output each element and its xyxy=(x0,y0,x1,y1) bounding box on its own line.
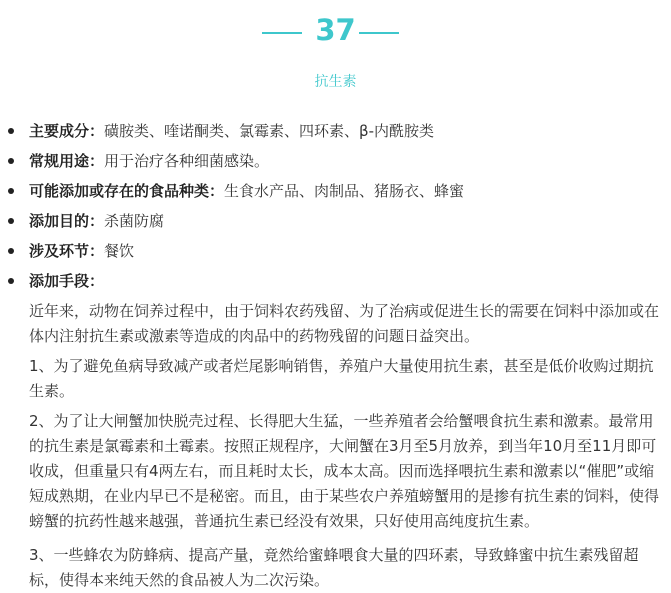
list-item-purpose xyxy=(0,209,671,239)
bullet-icon xyxy=(8,218,14,224)
list-item-stage xyxy=(0,239,671,269)
item-label: 常规用途： xyxy=(29,152,105,170)
paragraph-intro: 近年来，动物在饲养过程中，由于饲料农药残留、为了治病或促进生长的需要在饲料中添加或在体内注射抗生素或激素等造成的肉品中的药物残留的问题日益突出。 xyxy=(29,302,660,345)
bullet-icon xyxy=(8,128,14,134)
item-label: 可能添加或存在的食品种类： xyxy=(29,182,225,200)
section-number: 37 xyxy=(315,13,356,47)
item-value: 用于治疗各种细菌感染。 xyxy=(104,152,270,170)
list-item-method xyxy=(0,269,671,299)
item-label: 添加手段： xyxy=(29,272,105,290)
list-item-usage xyxy=(0,149,671,179)
paragraph-fish: 1、为了避免鱼病导致减产或者烂尾影响销售，养殖户大量使用抗生素，甚至是低价收购过期抗生素。 xyxy=(29,357,654,400)
item-label: 涉及环节： xyxy=(29,242,105,260)
item-value: 餐饮 xyxy=(104,242,135,260)
info-list xyxy=(0,119,671,299)
paragraph-crab: 2、为了让大闸蟹加快脱壳过程、长得肥大生猛，一些养殖者会给蟹喂食抗生素和激素。最常用的抗生素是氯霉素和土霉素。按照正规程序，大闸蟹在3月至5月放养，到当年10月至11月即可收成，但重量只有4两左右，而且耗时太长，成本太高。因而选择喂抗生素和激素以“催肥”或缩短成熟期，在业内早已不是秘密。而且，由于某些农户养殖螃蟹用的是掺有抗生素的饲料，使得螃蟹的抗药性越来越强，普通抗生素已经没有效果，只好使用高纯度抗生素。 xyxy=(29,412,660,530)
paragraph-honey: 3、一些蜂农为防蜂病、提高产量，竟然给蜜蜂喂食大量的四环素，导致蜂蜜中抗生素残留超标，使得本来纯天然的食品被人为二次污染。 xyxy=(29,546,639,589)
bullet-icon xyxy=(8,278,14,284)
section-header xyxy=(0,10,671,50)
item-label: 添加目的： xyxy=(29,212,105,230)
item-value: 杀菌防腐 xyxy=(104,212,165,230)
bullet-icon xyxy=(8,248,14,254)
list-item-food-types xyxy=(0,179,671,209)
item-value: 生食水产品、肉制品、猪肠衣、蜂蜜 xyxy=(224,182,465,200)
item-value: 磺胺类、喹诺酮类、氯霉素、四环素、β-内酰胺类 xyxy=(104,122,435,140)
bullet-icon xyxy=(8,158,14,164)
list-item-main-ingredients xyxy=(0,119,671,149)
bullet-icon xyxy=(8,188,14,194)
section-title: 抗生素 xyxy=(314,74,357,90)
header-right-rule xyxy=(359,32,399,34)
item-label: 主要成分： xyxy=(29,122,105,140)
